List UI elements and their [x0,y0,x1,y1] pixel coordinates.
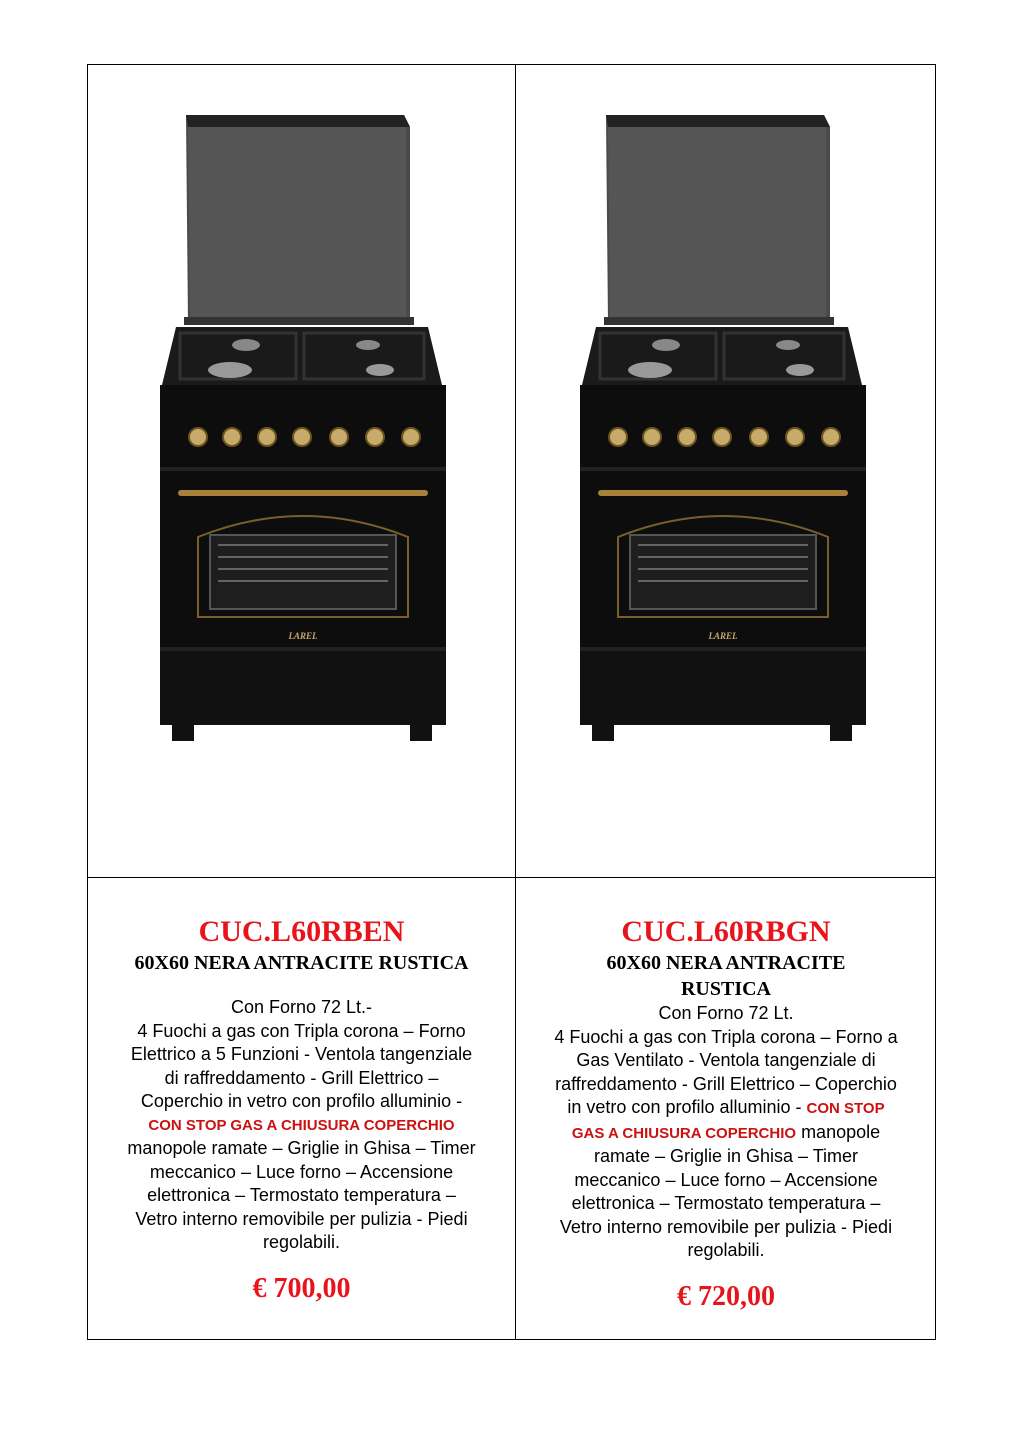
desc-line: meccanico – Luce forno – Accensione [149,1161,454,1182]
desc-line: regolabili. [262,1232,341,1252]
product-subtitle: 60X60 NERA ANTRACITE [606,952,846,974]
desc-line: meccanico – Luce forno – Accensione [574,1169,878,1190]
product-subtitle-line2: RUSTICA [680,978,772,1000]
desc-line: Vetro interno removibile per pulizia - Piedi [135,1208,468,1229]
desc-highlight: CON STOP [806,1100,885,1117]
desc-line: manopole ramate – Griglie in Ghisa – Timer [127,1138,476,1158]
desc-line: Gas Ventilato - Ventola tangenziale di [576,1050,876,1070]
desc-line: elettronica – Termostato temperatura – [147,1185,456,1205]
product-description [516,1002,936,1263]
desc-line: regolabili. [687,1240,765,1260]
product-info-2 [516,878,936,1340]
product-image-cell-2 [516,65,936,877]
brand-logo-2: LAREL [708,631,738,641]
desc-text: in vetro con profilo alluminio - [567,1097,807,1117]
product-code: CUC.L60RBGN [621,915,831,948]
product-code: CUC.L60RBEN [198,915,405,948]
desc-highlight: GAS A CHIUSURA COPERCHIO [571,1124,797,1142]
desc-line: 4 Fuochi a gas con Tripla corona – Forno a [554,1026,898,1047]
product-image-cell-1 [88,65,515,877]
desc-line: Coperchio in vetro con profilo alluminio - [140,1091,463,1111]
desc-line: 4 Fuochi a gas con Tripla corona – Forno [137,1020,466,1041]
product-description [88,996,515,1255]
desc-highlight: CON STOP GAS A CHIUSURA COPERCHIO [148,1116,455,1134]
product-price: € 720,00 [677,1280,775,1312]
product-subtitle: 60X60 NERA ANTRACITE RUSTICA [134,952,469,974]
desc-line: elettronica – Termostato temperatura – [571,1193,881,1213]
desc-intro: Con Forno 72 Lt.- [230,997,373,1017]
desc-intro: Con Forno 72 Lt. [658,1003,794,1023]
desc-line: raffreddamento - Grill Elettrico – Coperchio [555,1073,897,1094]
desc-line-with-highlight [516,1096,936,1121]
desc-line: Vetro interno removibile per pulizia - Piedi [559,1216,893,1237]
stove-image-2 [516,65,936,877]
desc-line: di raffreddamento - Grill Elettrico – [164,1067,439,1088]
stove-image-1 [88,65,515,877]
product-info-1 [88,878,515,1340]
product-sheet [87,64,936,1340]
desc-line: ramate – Griglie in Ghisa – Timer [593,1146,859,1166]
desc-text: manopole [796,1121,881,1142]
brand-logo-1: LAREL [288,631,318,641]
product-price: € 700,00 [252,1272,351,1304]
desc-line: Elettrico a 5 Funzioni - Ventola tangenziale [130,1044,473,1064]
desc-line-with-highlight [516,1121,936,1146]
